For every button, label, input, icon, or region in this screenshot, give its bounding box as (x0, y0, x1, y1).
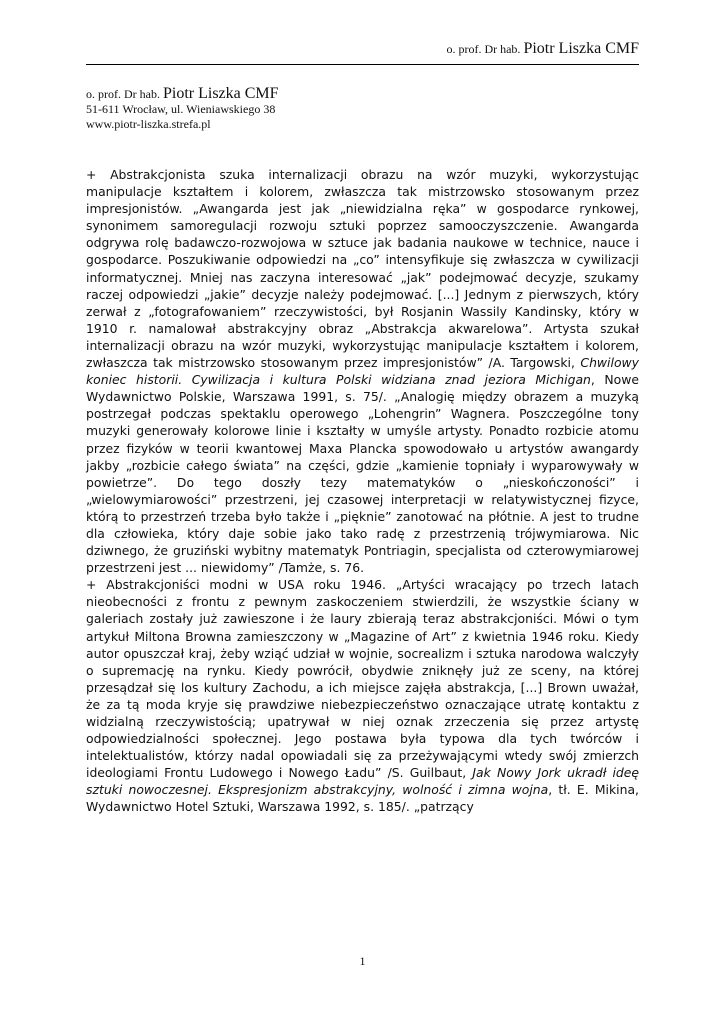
author-block (86, 86, 279, 132)
paragraph-2 (86, 576, 639, 815)
paragraph-text: + Abstrakcjonista szuka internalizacji obrazu na wzór muzyki, wykorzystując manipulacje kształtem i kolorem, zwłaszcza tak mistrzowsko stosowanym przez impresjonistów. „Awangarda jest jak „niewidzialna ręka” w gospodarce rynkowej, synonimem samoregulacji rozwoju sztuki poprzez samooczyszczenie. Awangarda odgrywa rolę badawczo-rozwojowa w sztuce jak badania naukowe w technice, nauce i gospodarce. Poszukiwanie odpowiedzi na „co” intensyfikuje się zwłaszcza w cywilizacji informatycznej. Mniej nas zaczyna interesować „jak” podejmować decyzje, szukamy raczej odpowiedzi „jakie” decyzje należy podejmować. [...] Jednym z pierwszych, który zerwał z „fotografowaniem” rzeczywistości, był Rosjanin Wassily Kandinsky, który w 1910 r. namalował abstrakcyjny obraz „Abstrakcja akwarelowa”. Artysta szukał internalizacji obrazu na wzór muzyki, wykorzystując manipulacje kształtem i kolorem, zwłaszcza tak mistrzowsko stosowanym przez impresjonistów” /A. Targowski, (86, 167, 639, 371)
paragraph-text: , Nowe Wydawnictwo Polskie, Warszawa 1991, s. 75/. „Analogię między obrazem a muzyką postrzegał podczas spektaklu operowego „Lohengrin” Wagnera. Poszczególne tony muzyki generowały kolorowe linie i kształty w umyśle artysty. Ponadto rozbicie atomu przez fizyków w teorii kwantowej Maxa Plancka spowodowało u artystów awangardy jakby „rozbicie całego świata” na części, gdzie „kamienie topniały i wyparowywały w powietrze”. Do tego doszły tezy matematyków o „nieskończoności” i „wielowymiarowości” przestrzeni, jej czasowej interpretacji w relatywistycznej fizyce, którą to przestrzeń trzeba było także i „pięknie” zanotować na płótnie. A jest to trudne dla człowieka, który daje sobie jako tako radę z przestrzenią trójwymiarowa. Nic dziwnego, że gruziński wybitny matematyk Pontriagin, specjalista od czterowymiarowej przestrzeni jest ... niewidomy” /Tamże, s. 76. (86, 372, 640, 576)
running-header-prefix: o. prof. Dr hab. (446, 42, 521, 56)
book-title: Chwilowy koniec historii. Cywilizacja i kultura Polski widziana znad jeziora Michigan (86, 355, 639, 388)
book-title: Jak Nowy Jork ukradł ideę sztuki nowoczesnej. Ekspresjonizm abstrakcyjny, wolność i zimna wojna (86, 765, 639, 798)
body-text (86, 166, 639, 816)
author-address: 51-611 Wrocław, ul. Wieniawskiego 38 (86, 102, 276, 116)
header-divider (86, 64, 639, 65)
author-name: Piotr Liszka CMF (162, 85, 279, 102)
running-header (446, 40, 639, 58)
running-header-name: Piotr Liszka CMF (523, 40, 639, 57)
paragraph-text: + Abstrakcjoniści modni w USA roku 1946. „Artyści wracający po trzech latach nieobecności z frontu z pewnym zaskoczeniem stwierdzili, że wszystkie ściany w galeriach zostały już zawieszone i że laury zbierają teraz abstrakcjoniści. Mówi o tym artykuł Miltona Browna zamieszczony w „Magazine of Art” z kwietnia 1946 roku. Kiedy autor opuszczał kraj, żeby wziąć udział w wojnie, socrealizm i sztuka narodowa walczyły o supremację na rynku. Kiedy powrócił, obydwie zniknęły już ze sceny, na której przesądzał się los kultury Zachodu, a ich miejsce zajęła abstrakcja, [...] Brown uważał, że za tą moda kryje się prawdziwe niebezpieczeństwo oznaczające utratę kontaktu z widzialną rzeczywistością; upatrywał w niej oznak zrzeczenia się przez artystę odpowiedzialności społecznej. Jego postawa była typowa dla tych twórców i intelektualistów, którzy nadal opowiadali się za przeżywającymi wtedy swój zmierzch ideologiami Frontu Ludowego i Nowego Ładu” /S. Guilbaut, (86, 577, 639, 781)
page-number: 1 (359, 954, 366, 968)
author-name-line (86, 86, 279, 102)
author-prefix: o. prof. Dr hab. (86, 87, 160, 101)
paragraph-1 (86, 166, 639, 576)
author-website: www.piotr-liszka.strefa.pl (86, 117, 211, 131)
paragraph-text: , tł. E. Mikina, Wydawnictwo Hotel Sztuki, Warszawa 1992, s. 185/. „patrzący (86, 782, 639, 815)
